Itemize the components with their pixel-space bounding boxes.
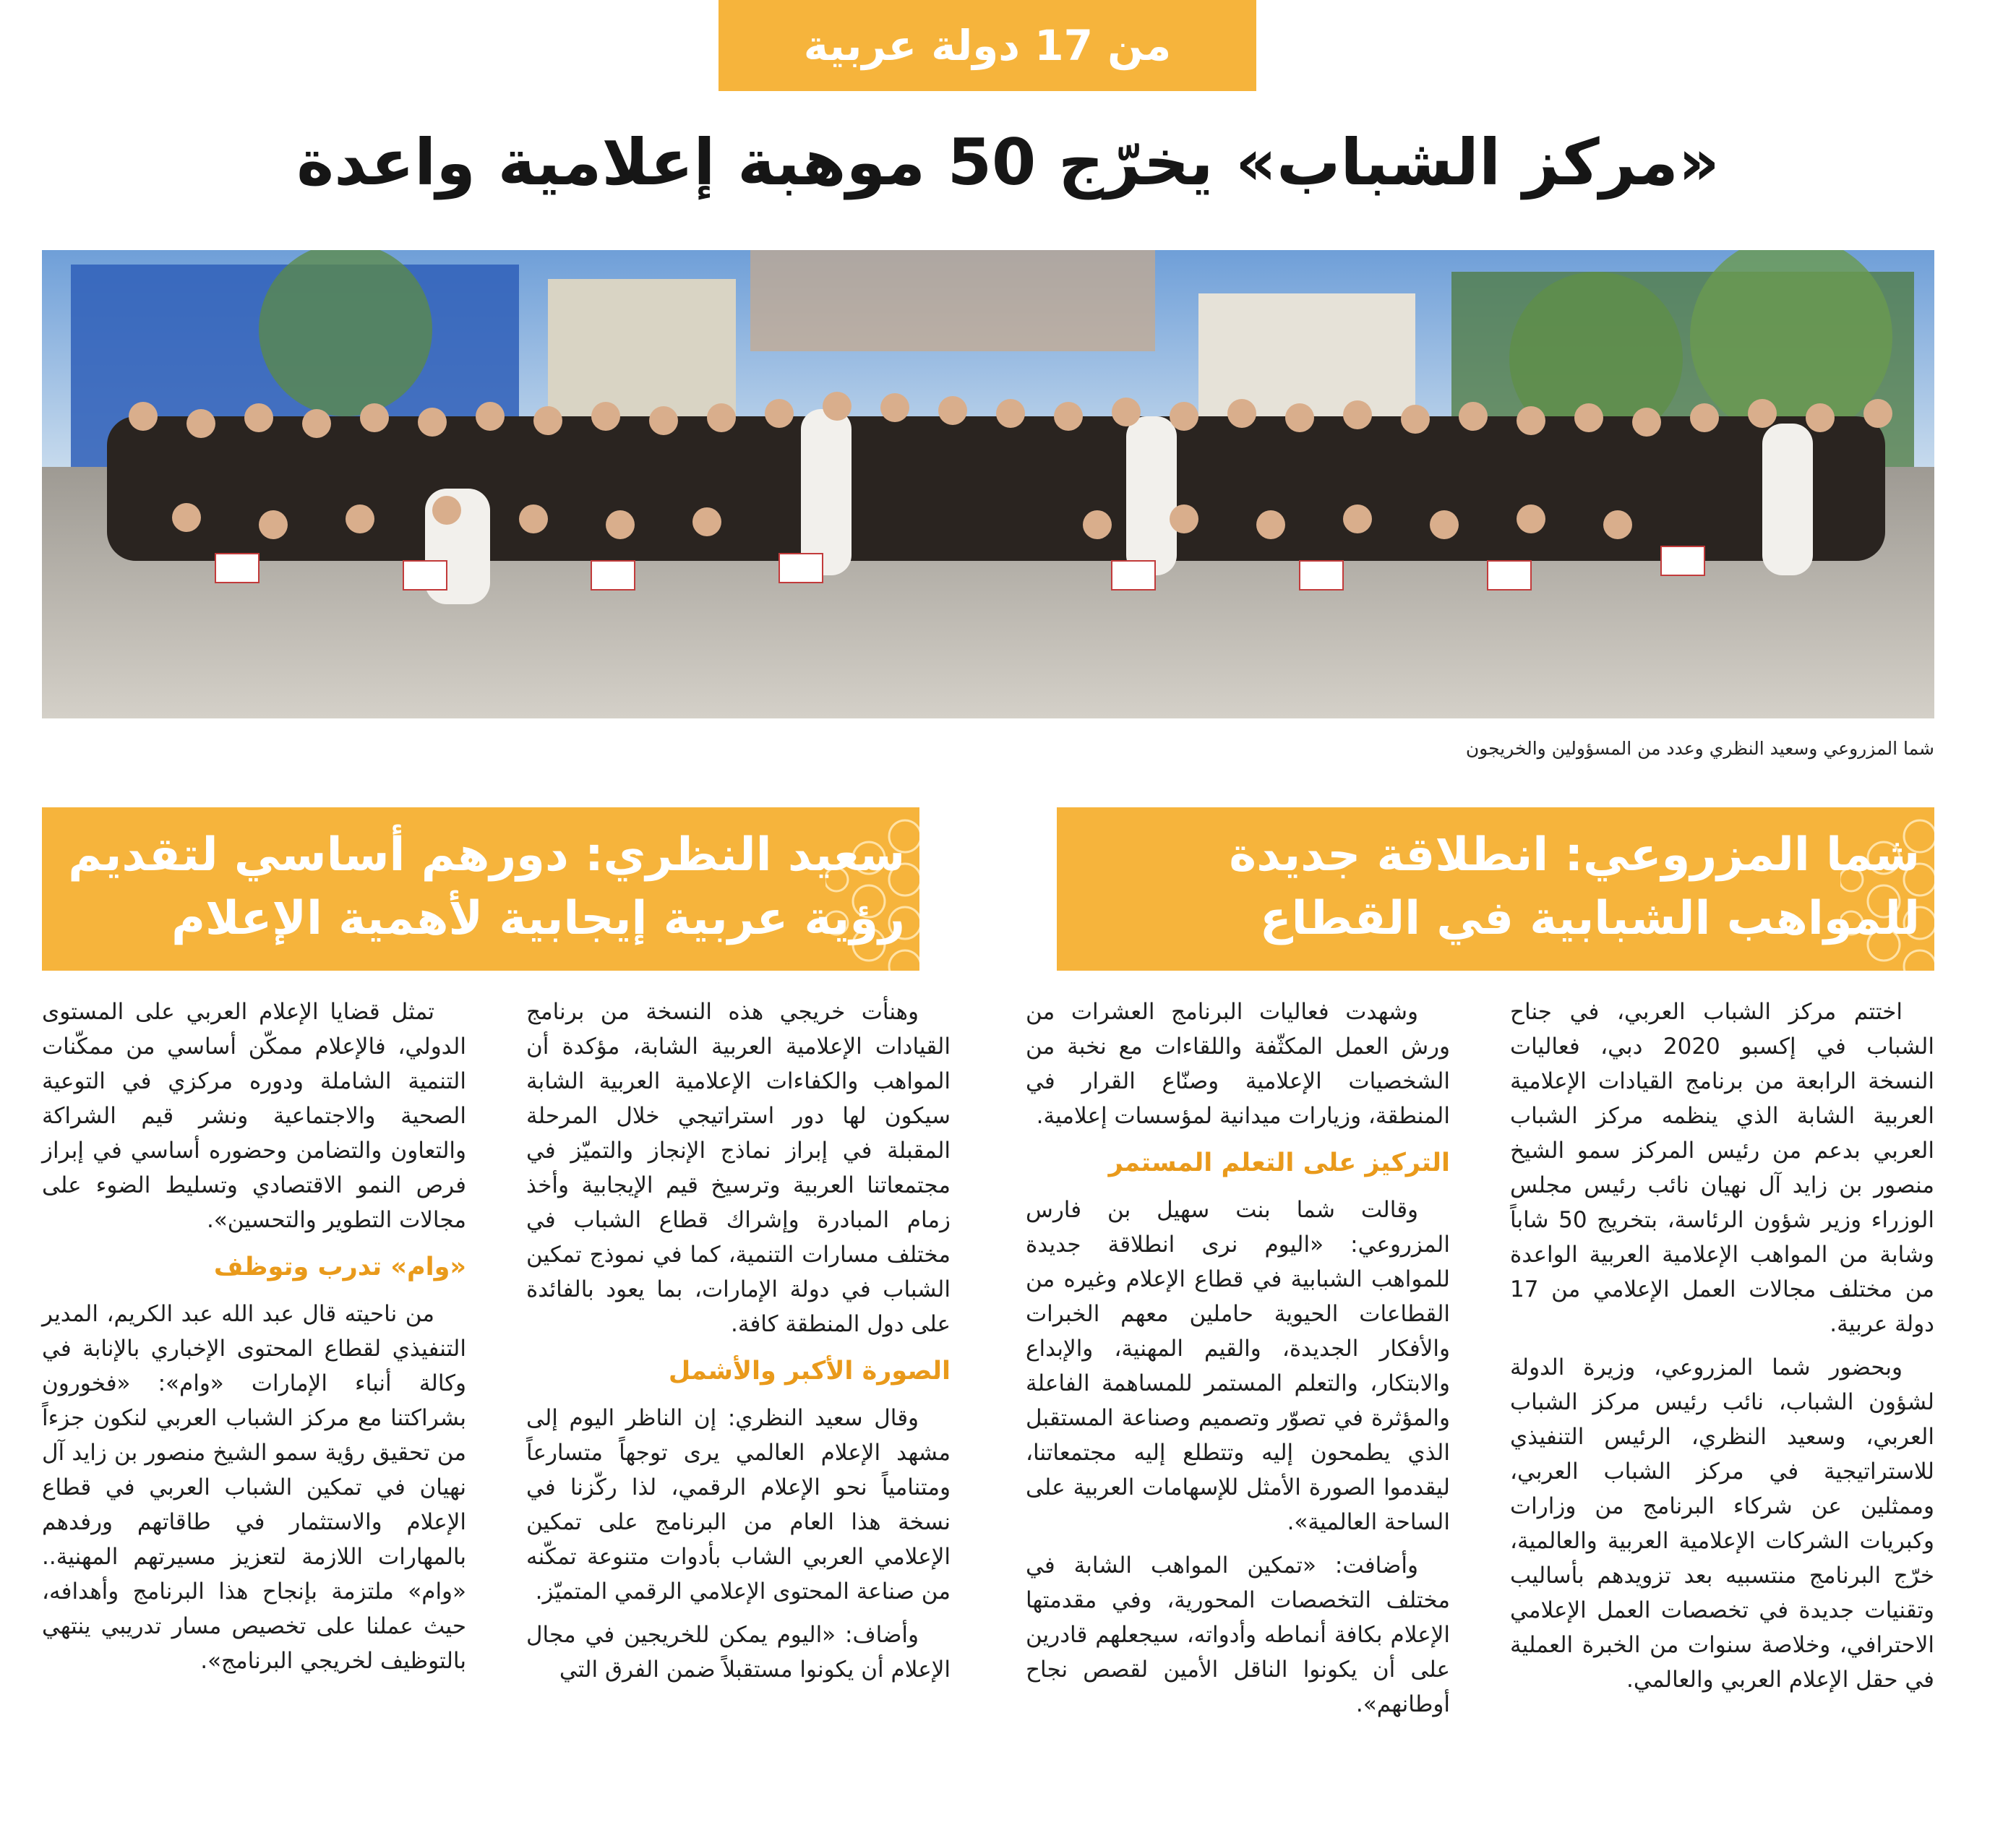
- section-heading: «وام» تدرب وتوظف: [213, 1253, 466, 1281]
- article-column-2: [1026, 995, 1450, 1730]
- section-heading: التركيز على التعلم المستمر: [1108, 1148, 1450, 1177]
- subhead-line: شما المزروعي: انطلاقة جديدة: [1229, 828, 1920, 882]
- paragraph: وقال سعيد النظري: إن الناظر اليوم إلى مشهد الإعلام العالمي يرى توجهاً متسارعاً ومتنامياً نحو الإعلام الرقمي، لذا ركّزنا في نسخة هذا العام من البرنامج على تمكين الإعلامي العربي الشاب بأدوات متنوعة تمكّنه من صناعة المحتوى الإعلامي الرقمي المتميّز.: [526, 1405, 951, 1605]
- paragraph: وبحضور شما المزروعي، وزيرة الدولة لشؤون الشباب، نائب رئيس مركز الشباب العربي، وسعيد النظري، الرئيس التنفيذي للاستراتيجية في مركز الشباب العربي، وممثلين عن شركاء البرنامج من وزارات وكبريات الشركات الإعلامية العربية والعالمية، خرّج البرنامج منتسبيه بعد تزويدهم بأساليب وتقنيات جديدة في تخصصات العمل الإعلامي الاحترافي، وخلاصة سنوات من الخبرة العملية في حقل الإعلام العربي والعالمي.: [1510, 1354, 1934, 1693]
- article-column-4: [42, 995, 466, 1687]
- paragraph: وأضافت: «تمكين المواهب الشابة في مختلف التخصصات المحورية، وفي مقدمتها الإعلام بكافة أنماطه وأدواته، سيجعلهم قادرين على أن يكونوا الناقل الأمين لقصص نجاح أوطانهم».: [1026, 1553, 1450, 1717]
- kicker-label: من 17 دولة عربية: [719, 0, 1256, 91]
- paragraph: من ناحيته قال عبد الله عبد الكريم، المدير التنفيذي لقطاع المحتوى الإخباري بالإنابة في وكالة أنباء الإمارات «وام»: «فخورون بشراكتنا مع مركز الشباب العربي لنكون جزءاً من تحقيق رؤية سمو الشيخ منصور بن زايد آل نهيان في تمكين الشباب العربي في قطاع الإعلام والاستثمار في طاقاتهم ورفدهم بالمهارات اللازمة لتعزيز مسيرتهم المهنية.. «وام» ملتزمة بإنجاح هذا البرنامج وأهدافه، حيث عملنا على تخصيص مسار تدريبي ينتهي بالتوظيف لخريجي البرنامج».: [42, 1301, 466, 1674]
- paragraph: وأضاف: «اليوم يمكن للخريجين في مجال الإعلام أن يكونوا مستقبلاً ضمن الفرق التي: [526, 1622, 951, 1683]
- section-heading: الصورة الأكبر والأشمل: [668, 1357, 951, 1386]
- photo-caption: شما المزروعي وسعيد النظري وعدد من المسؤولين والخريجون: [1465, 738, 1934, 759]
- subhead-line: رؤية عربية إيجابية لأهمية الإعلام: [171, 892, 905, 945]
- subhead-line: للمواهب الشبابية في القطاع: [1259, 892, 1920, 945]
- paragraph: وشهدت فعاليات البرنامج العشرات من ورش العمل المكثّفة واللقاءات مع نخبة من الشخصيات الإعلامية وصنّاع القرار في المنطقة، وزيارات ميدانية لمؤسسات إعلامية.: [1026, 999, 1450, 1129]
- subhead-mazrouei: [1057, 807, 1934, 971]
- subhead-line: سعيد النظري: دورهم أساسي لتقديم: [68, 828, 905, 882]
- group-photo: [42, 250, 1934, 718]
- subhead-nathari: [42, 807, 919, 971]
- paragraph: اختتم مركز الشباب العربي، في جناح الشباب في إكسبو 2020 دبي، فعاليات النسخة الرابعة من برنامج القيادات الإعلامية العربية الشابة الذي ينظمه مركز الشباب العربي بدعم من رئيس المركز سمو الشيخ منصور بن زايد آل نهيان نائب رئيس مجلس الوزراء وزير شؤون الرئاسة، بتخريج 50 شاباً وشابة من المواهب الإعلامية العربية الواعدة من مختلف مجالات العمل الإعلامي من 17 دولة عربية.: [1510, 999, 1934, 1337]
- paragraph: تمثل قضايا الإعلام العربي على المستوى الدولي، فالإعلام ممكّن أساسي من ممكّنات التنمية الشاملة ودوره مركزي في التوعية الصحية والاجتماعية ونشر قيم الشراكة والتعاون والتضامن وحضوره أساسي في إبراز فرص النمو الاقتصادي وتسليط الضوء على مجالات التطوير والتحسين».: [42, 999, 466, 1233]
- headline: «مركز الشباب» يخرّج 50 موهبة إعلامية واعدة: [296, 125, 1720, 199]
- paragraph: وهنأت خريجي هذه النسخة من برنامج القيادات الإعلامية العربية الشابة، مؤكدة أن المواهب والكفاءات الإعلامية العربية الشابة سيكون لها دور استراتيجي خلال المرحلة المقبلة في إبراز نماذج الإنجاز والتميّز في مجتمعاتنا العربية وترسيخ قيم الإيجابية وأخذ زمام المبادرة وإشراك قطاع الشباب في مختلف مسارات التنمية، كما في نموذج تمكين الشباب في دولة الإمارات، بما يعود بالفائدة على دول المنطقة كافة.: [526, 999, 951, 1337]
- subhead-nathari-text: [68, 823, 905, 950]
- subhead-mazrouei-text: [1139, 823, 1920, 950]
- paragraph: وقالت شما بنت سهيل بن فارس المزروعي: «اليوم نرى انطلاقة جديدة للمواهب الشبابية في قطاع الإعلام وغيره من القطاعات الحيوية حاملين معهم الخبرات والأفكار الجديدة، والقيم المهنية، والإبداع والابتكار، والتعلم المستمر للمساهمة الفاعلة والمؤثرة في تصوّر وتصميم وصناعة المستقبل الذي يطمحون إليه وتتطلع إليه مجتمعاتنا، ليقدموا الصورة الأمثل للإسهامات العربية على الساحة العالمية».: [1026, 1197, 1450, 1535]
- article-column-3: [526, 995, 951, 1696]
- article-column-1: [1510, 995, 1934, 1706]
